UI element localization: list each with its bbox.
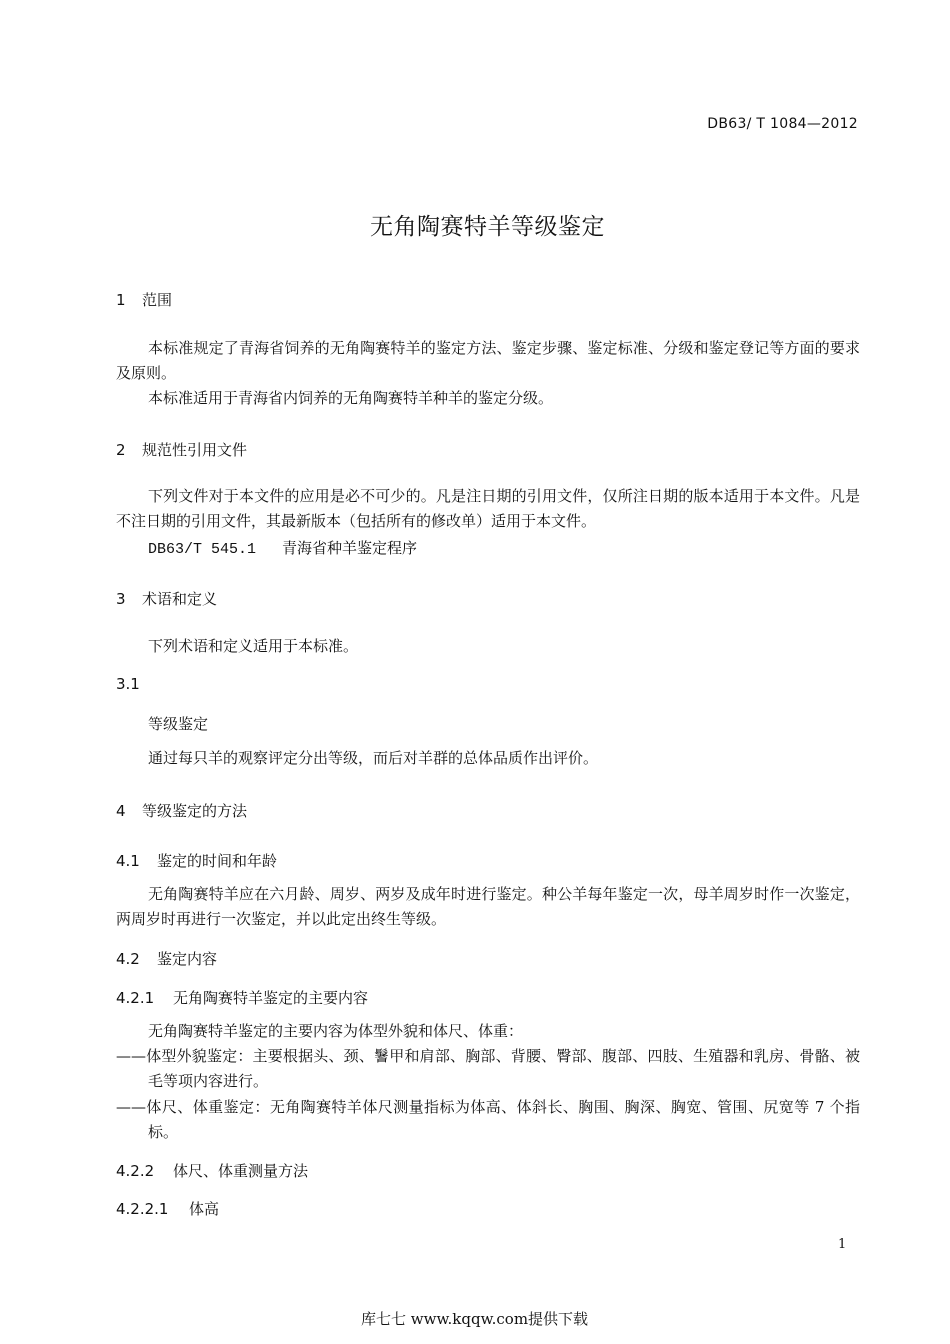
- section-number: 4: [116, 802, 126, 820]
- subsection-4-1-paragraph: 无角陶赛特羊应在六月龄、周岁、两岁及成年时进行鉴定。种公羊每年鉴定一次，母羊周岁时作一次鉴定，两周岁时再进行一次鉴定，并以此定出终生等级。: [116, 885, 860, 928]
- section-number: 2: [116, 441, 126, 459]
- list-item-body-measurement: [0, 1095, 860, 1145]
- subsection-title: 体高: [189, 1200, 220, 1218]
- subsection-4-2-heading: [116, 948, 217, 969]
- subsection-number: 4.2: [116, 950, 140, 968]
- subsection-title: 鉴定的时间和年龄: [157, 852, 278, 870]
- subsection-4-2-1-heading: [116, 987, 368, 1008]
- subsection-4-2-2-1-heading: [116, 1198, 219, 1219]
- section-title: 术语和定义: [142, 590, 218, 608]
- section-title: 等级鉴定的方法: [142, 802, 248, 820]
- document-code: DB63/ T 1084—2012: [707, 116, 858, 132]
- term-3-1-number: 3.1: [116, 675, 140, 693]
- subsection-title: 无角陶赛特羊鉴定的主要内容: [173, 989, 369, 1007]
- section-3-heading: [116, 588, 217, 609]
- download-footer: 库七七 www.kqqw.com提供下载: [361, 1310, 589, 1328]
- list-item-text: ——体尺、体重鉴定：无角陶赛特羊体尺测量指标为体高、体斜长、胸围、胸深、胸宽、管围、尻宽等 7 个指标。: [116, 1098, 860, 1141]
- subsection-number: 4.2.2: [116, 1162, 155, 1180]
- section-3-paragraph-1: 下列术语和定义适用于本标准。: [148, 637, 359, 655]
- section-number: 1: [116, 291, 126, 309]
- normative-reference: [148, 537, 417, 558]
- section-2-heading: [116, 439, 247, 460]
- subsection-number: 4.1: [116, 852, 140, 870]
- subsection-title: 鉴定内容: [157, 950, 218, 968]
- section-4-heading: [116, 800, 247, 821]
- section-1-paragraph-1: 本标准规定了青海省饲养的无角陶赛特羊的鉴定方法、鉴定步骤、鉴定标准、分级和鉴定登记等方面的要求及原则。: [116, 339, 860, 382]
- section-1-heading: [116, 289, 172, 310]
- subsection-title: 体尺、体重测量方法: [173, 1162, 309, 1180]
- reference-code: DB63/T 545.1: [148, 541, 257, 558]
- section-2-paragraph-1: 下列文件对于本文件的应用是必不可少的。凡是注日期的引用文件，仅所注日期的版本适用于本文件。凡是不注日期的引用文件，其最新版本（包括所有的修改单）适用于本文件。: [116, 487, 860, 530]
- section-title: 范围: [142, 291, 173, 309]
- term-3-1-definition: 通过每只羊的观察评定分出等级，而后对羊群的总体品质作出评价。: [148, 749, 599, 767]
- section-title: 规范性引用文件: [142, 441, 248, 459]
- list-item-appearance: [0, 1044, 860, 1094]
- subsection-4-1-heading: [116, 850, 277, 871]
- section-number: 3: [116, 590, 126, 608]
- list-item-text: ——体型外貌鉴定：主要根据头、颈、鬐甲和肩部、胸部、背腰、臀部、腹部、四肢、生殖器和乳房、骨骼、被毛等项内容进行。: [116, 1047, 860, 1090]
- section-1-paragraph-2: 本标准适用于青海省内饲养的无角陶赛特羊种羊的鉴定分级。: [148, 389, 554, 407]
- reference-title: 青海省种羊鉴定程序: [282, 539, 418, 557]
- term-3-1-name: 等级鉴定: [148, 715, 209, 733]
- subsection-4-2-1-intro: 无角陶赛特羊鉴定的主要内容为体型外貌和体尺、体重：: [148, 1022, 524, 1040]
- document-title: 无角陶赛特羊等级鉴定: [370, 214, 605, 240]
- subsection-number: 4.2.1: [116, 989, 155, 1007]
- subsection-4-2-2-heading: [116, 1160, 308, 1181]
- page-number: 1: [838, 1237, 847, 1252]
- subsection-number: 4.2.2.1: [116, 1200, 169, 1218]
